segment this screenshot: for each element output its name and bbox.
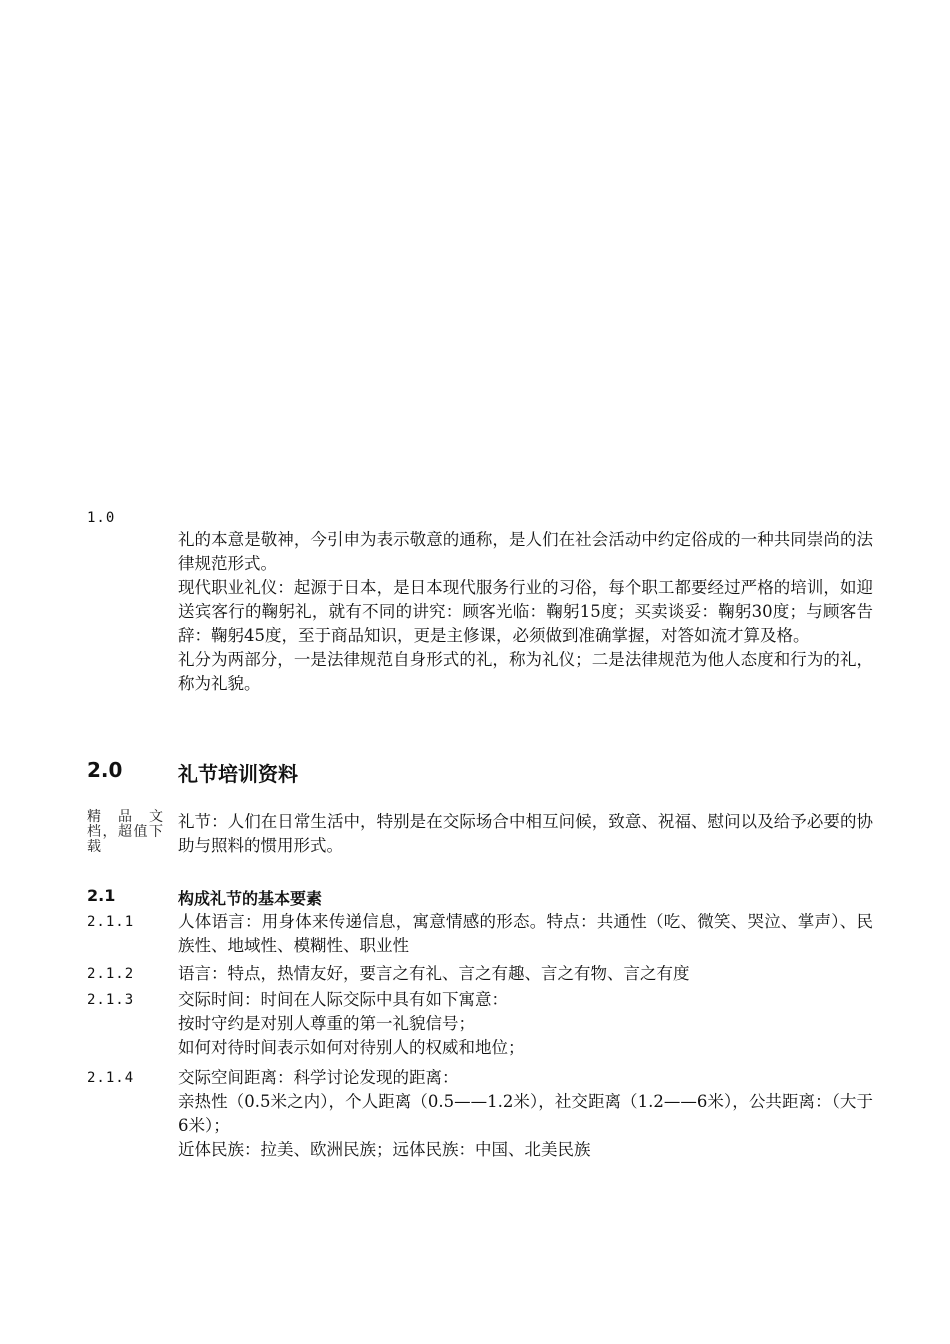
paragraph: 礼的本意是敬神，今引申为表示敬意的通称，是人们在社会活动中约定俗成的一种共同崇尚的法律规范形式。 <box>178 530 873 573</box>
section-number: 2.0 <box>87 758 123 782</box>
item-line: 亲热性（0.5米之内），个人距离（0.5——1.2米），社交距离（1.2——6米），公共距离：（大于6米）； <box>178 1092 873 1135</box>
subsection-number: 2.1 <box>87 886 116 905</box>
item-body <box>178 988 873 1060</box>
paragraph: 现代职业礼仪：起源于日本，是日本现代服务行业的习俗，每个职工都要经过严格的培训，如迎送宾客行的鞠躬礼，就有不同的讲究：顾客光临：鞠躬15度；买卖谈妥：鞠躬30度；与顾客告辞：鞠躬45度，至于商品知识，更是主修课，必须做到准确掌握，对答如流才算及格。 <box>178 578 873 645</box>
paragraph: 礼分为两部分，一是法律规范自身形式的礼，称为礼仪；二是法律规范为他人态度和行为的礼，称为礼貌。 <box>178 650 873 693</box>
item-line: 人体语言：用身体来传递信息，寓意情感的形态。特点：共通性（吃、微笑、哭泣、掌声）、民族性、地域性、模糊性、职业性 <box>178 912 873 955</box>
paragraph: 礼节：人们在日常生活中，特别是在交际场合中相互问候，致意、祝福、慰问以及给予必要的协助与照料的惯用形式。 <box>178 812 873 855</box>
item-number: 2.1.2 <box>87 966 135 982</box>
item-number: 2.1.1 <box>87 914 135 930</box>
item-line: 按时守约是对别人尊重的第一礼貌信号； <box>178 1014 475 1033</box>
item-line: 交际时间：时间在人际交际中具有如下寓意： <box>178 990 508 1009</box>
section-2-intro <box>178 810 873 858</box>
subsection-title: 构成礼节的基本要素 <box>178 889 323 908</box>
item-body <box>178 910 873 958</box>
section-title: 礼节培训资料 <box>178 762 298 786</box>
item-line: 交际空间距离：科学讨论发现的距离： <box>178 1068 459 1087</box>
item-line: 如何对待时间表示如何对待别人的权威和地位； <box>178 1038 525 1057</box>
item-number: 2.1.4 <box>87 1070 135 1086</box>
side-note: 精 品 文 档，超值下载 <box>87 809 163 855</box>
item-line: 近体民族：拉美、欧洲民族；远体民族：中国、北美民族 <box>178 1140 591 1159</box>
item-body <box>178 1066 873 1162</box>
item-number: 2.1.3 <box>87 992 135 1008</box>
section-1-body <box>178 528 873 696</box>
item-body <box>178 962 873 986</box>
section-number: 1.0 <box>87 510 116 526</box>
item-line: 语言：特点，热情友好，要言之有礼、言之有趣、言之有物、言之有度 <box>178 964 690 983</box>
